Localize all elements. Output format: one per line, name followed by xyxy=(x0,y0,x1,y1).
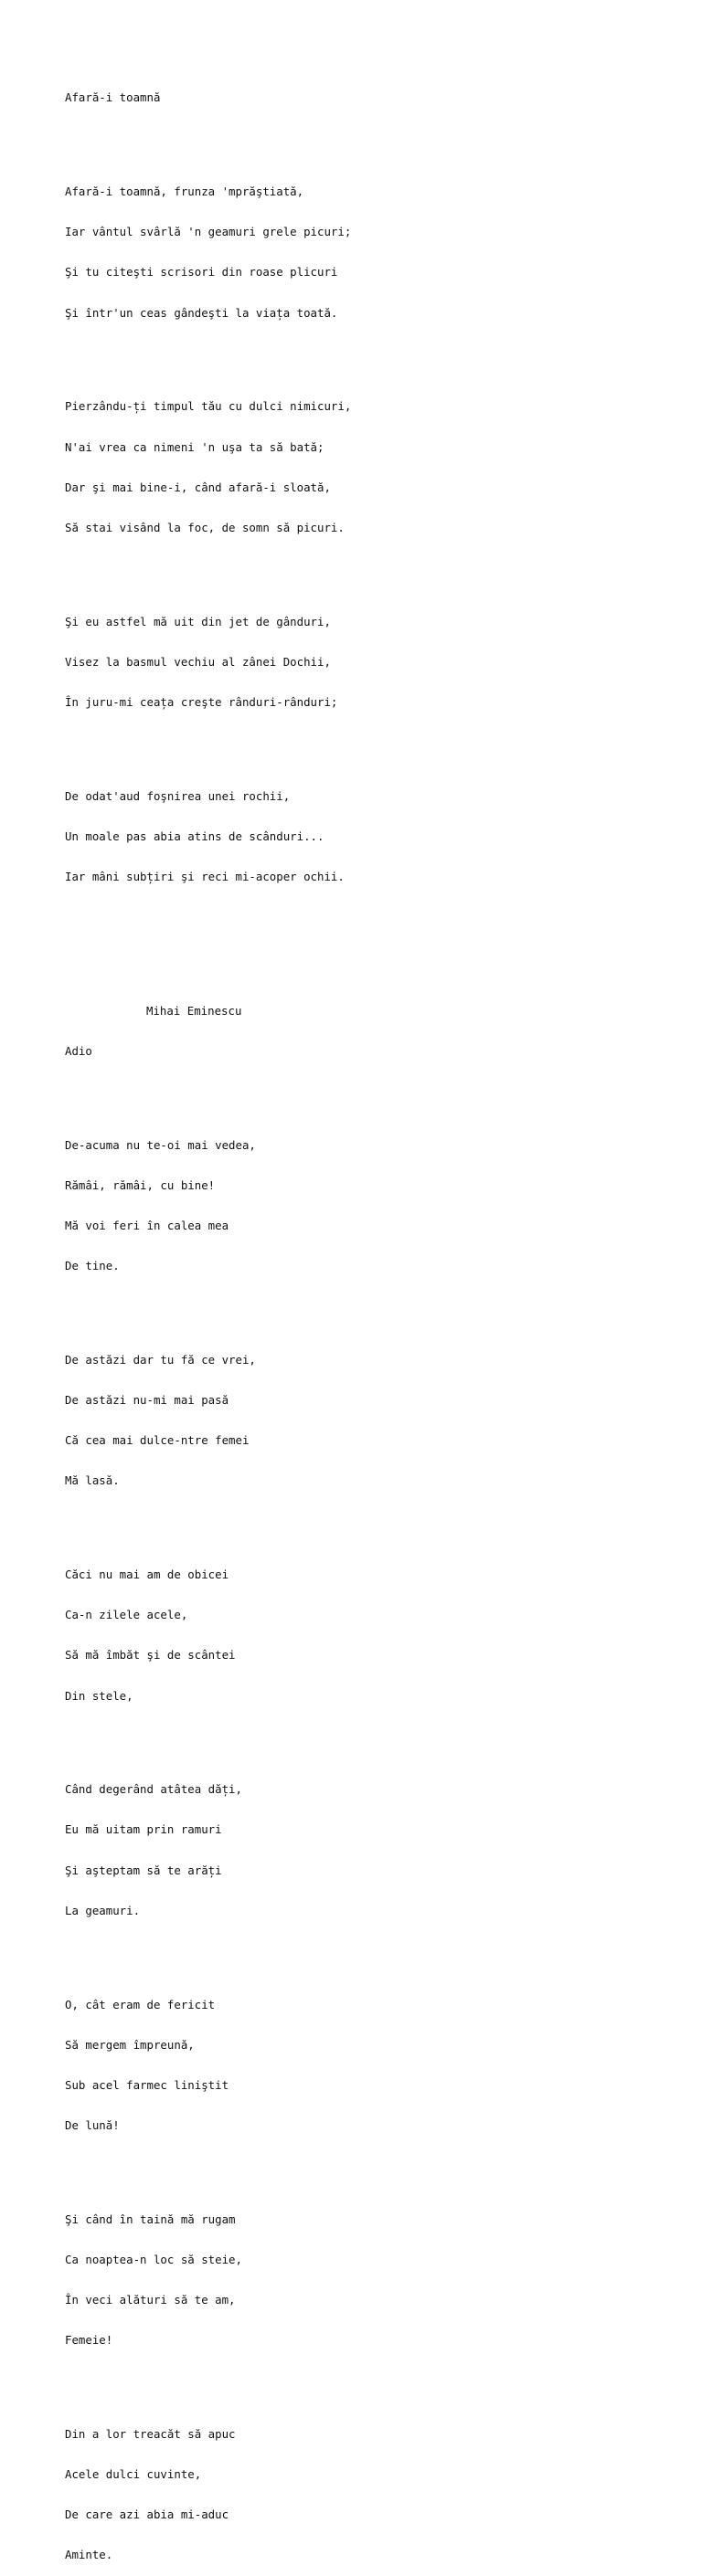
poem-line: Ca noaptea-n loc să steie, xyxy=(65,2252,242,2266)
poem-line: De tine. xyxy=(65,1259,120,1273)
blank-line xyxy=(65,2159,668,2173)
poem-line: Acele dulci cuvinte, xyxy=(65,2467,202,2481)
poem-line: Că cea mai dulce-ntre femei xyxy=(65,1433,250,1448)
poem-line: Din stele, xyxy=(65,1688,133,1703)
poem-line: Eu mă uitam prin ramuri xyxy=(65,1822,222,1837)
poem-line: N'ai vrea ca nimeni 'n uşa ta să bată; xyxy=(65,439,324,454)
poem-line: Mă lasă. xyxy=(65,1473,120,1488)
poem-author: Mihai Eminescu xyxy=(146,1003,242,1018)
poem-line: De care azi abia mi-aduc xyxy=(65,2507,229,2522)
poem-title: Afară-i toamnă xyxy=(65,90,161,105)
poem-line: Din a lor treacăt să apuc xyxy=(65,2426,236,2441)
blank-line xyxy=(65,1730,668,1744)
poem-line: De astăzi dar tu fă ce vrei, xyxy=(65,1353,256,1367)
blank-line xyxy=(65,562,668,575)
poem-line: Visez la basmul vechiu al zânei Dochii, xyxy=(65,654,331,669)
blank-line xyxy=(65,911,668,924)
blank-line xyxy=(65,132,668,146)
blank-line xyxy=(65,2374,668,2388)
blank-line xyxy=(65,1515,668,1528)
blank-line xyxy=(65,1945,668,1958)
document-page xyxy=(65,65,668,2576)
poem-title: Adio xyxy=(65,1043,92,1058)
poem-line: De lună! xyxy=(65,2117,120,2132)
poem-line: Când degerând atâtea dăți, xyxy=(65,1782,242,1797)
poem-line: Ca-n zilele acele, xyxy=(65,1608,188,1622)
poem-line: Iar mâni subțiri şi reci mi-acoper ochii. xyxy=(65,869,345,883)
poem-line: O, cât eram de fericit xyxy=(65,1997,216,2011)
poem-line: Şi tu citeşti scrisori din roase plicuri xyxy=(65,265,338,280)
poem-line: Rămâi, rămâi, cu bine! xyxy=(65,1177,216,1192)
poem-line: Pierzându-ți timpul tău cu dulci nimicuri, xyxy=(65,399,352,414)
poem-line: Şi când în taină mă rugam xyxy=(65,2212,236,2226)
poem-line: De odat'aud foşnirea unei rochii, xyxy=(65,788,291,803)
poem-line: De-acuma nu te-oi mai vedea, xyxy=(65,1137,256,1152)
poem-line: Dar şi mai bine-i, când afară-i sloată, xyxy=(65,480,331,494)
blank-line xyxy=(65,1085,668,1099)
poem-line: Iar vântul svârlă 'n geamuri grele picuri; xyxy=(65,225,352,239)
poem-line: Să mă îmbăt şi de scântei xyxy=(65,1648,236,1663)
poem-line: Sub acel farmec liniştit xyxy=(65,2077,229,2092)
poem-line: Femeie! xyxy=(65,2333,113,2348)
poem-line: În juru-mi ceața creşte rânduri-rânduri; xyxy=(65,694,338,709)
blank-line xyxy=(65,736,668,750)
blank-line xyxy=(65,347,668,361)
poem-line: Mă voi feri în calea mea xyxy=(65,1219,229,1233)
poem-line: În veci alături să te am, xyxy=(65,2292,236,2307)
blank-line xyxy=(65,1300,668,1314)
poem-line: Aminte. xyxy=(65,2548,113,2562)
poem-line: Şi eu astfel mă uit din jet de gânduri, xyxy=(65,614,331,628)
poem-line: Un moale pas abia atins de scânduri... xyxy=(65,829,324,843)
poem-line: Să mergem împreună, xyxy=(65,2037,195,2052)
poem-line: La geamuri. xyxy=(65,1903,141,1917)
poem-line: Căci nu mai am de obicei xyxy=(65,1568,229,1582)
poem-line: De astăzi nu-mi mai pasă xyxy=(65,1393,229,1408)
blank-line xyxy=(65,951,668,965)
poem-line: Afară-i toamnă, frunza 'mprăştiată, xyxy=(65,185,304,199)
poem-line: Şi aşteptam să te arăți xyxy=(65,1863,222,1877)
poem-line: Să stai visând la foc, de somn să picuri. xyxy=(65,520,345,534)
poem-line: Şi într'un ceas gândeşti la viața toată. xyxy=(65,305,338,320)
